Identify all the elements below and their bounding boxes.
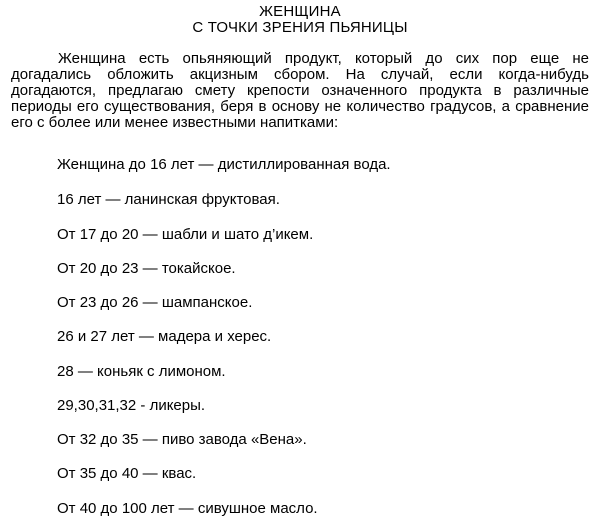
list-item: От 17 до 20 — шабли и шато д’икем.	[57, 226, 314, 243]
list-item: От 35 до 40 — квас.	[57, 465, 197, 482]
list-item: Женщина до 16 лет — дистиллированная вода.	[57, 156, 391, 173]
intro-paragraph	[11, 51, 589, 131]
list-item: От 40 до 100 лет — сивушное масло.	[57, 500, 318, 517]
list-item: 28 — коньяк с лимоном.	[57, 363, 226, 380]
list-item: От 32 до 35 — пиво завода «Вена».	[57, 431, 307, 448]
list-item: От 20 до 23 — токайское.	[57, 260, 236, 277]
list-item: От 23 до 26 — шампанское.	[57, 294, 253, 311]
list-item: 16 лет — ланинская фруктовая.	[57, 191, 280, 208]
document-title: ЖЕНЩИНА	[259, 3, 341, 20]
document-subtitle: С ТОЧКИ ЗРЕНИЯ ПЬЯНИЦЫ	[192, 19, 408, 36]
intro-text: Женщина есть опьяняющий продукт, который до сих пор еще не догадались обложить акцизным сбором. На случай, если когда-нибудь догадаются, предлагаю смету крепости означенного продукта в различные периоды его существования, беря в основу не количество градусов, а сравнение его с более или менее известными напитками:	[11, 50, 589, 131]
list-item: 26 и 27 лет — мадера и херес.	[57, 328, 272, 345]
list-item: 29,30,31,32 - ликеры.	[57, 397, 206, 414]
